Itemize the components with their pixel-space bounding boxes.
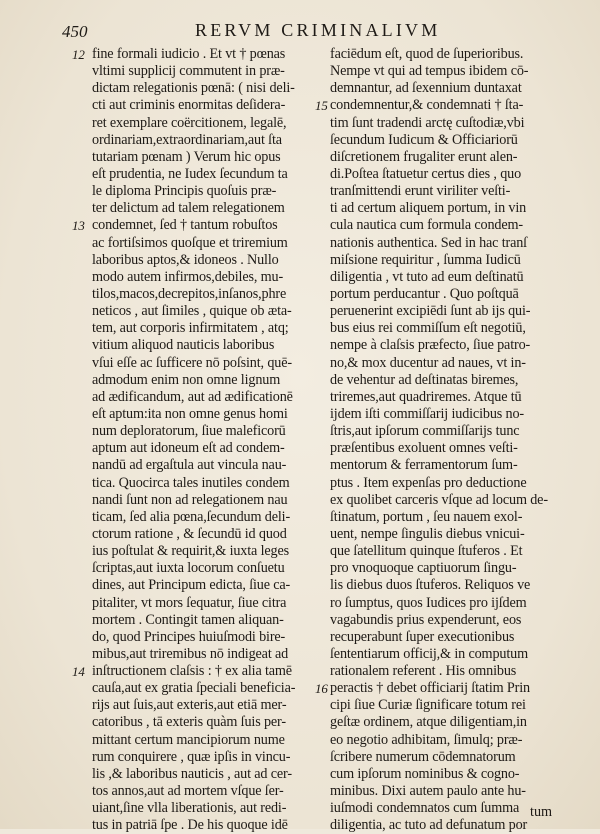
line-text: modo autem infirmos,debiles, mu- [92,268,284,285]
text-line [330,543,562,560]
line-text: triremes,aut quadriremes. Atque tū [330,388,522,405]
line-text: miſsione requiritur , ſumma Iudicū [330,251,521,268]
margin-number: 14 [72,664,85,680]
line-text: vagabundis prius expenderunt, eos [330,611,522,628]
line-text: inſtructionem claſsis : † ex alia tamē [92,663,292,680]
text-line [92,457,310,474]
text-line [330,252,562,269]
line-text: cauſa,aut ex gratia ſpeciali beneficia- [92,680,296,697]
text-line [92,80,310,97]
text-line [330,183,562,200]
text-line [330,612,562,629]
text-line [92,406,310,423]
line-text: præſentibus exoluent omnes veſti- [330,440,518,457]
line-text: vltimi supplicij commutent in præ- [92,63,285,80]
line-text: ſententiarum officij,& in computum [330,645,528,662]
text-line [92,509,310,526]
text-line [330,783,562,800]
line-text: lis ,& laboribus nauticis , aut ad cer- [92,765,292,782]
text-line [330,149,562,166]
text-line [330,526,562,543]
margin-number: 13 [72,218,85,234]
line-text: nandi ſunt non ad relegationem nau [92,491,288,508]
line-text: uent, nempe ſingulis diebus vnicui- [330,525,525,542]
line-text: demnantur, ad ſexennium duntaxat [330,80,522,97]
text-line [92,543,310,560]
line-text: eo negotio adhibitam, ſimulq; præ- [330,731,523,748]
line-text: peractis † debet officiarij ſtatim Prin [330,680,530,697]
left-column [72,46,310,834]
line-text: uiant,ſine vlla liberationis, aut redi- [92,800,287,817]
text-line [92,423,310,440]
line-text: iuſmodi condemnatos cum ſumma [330,800,520,817]
text-line [92,286,310,303]
line-text: ac fortiſsimos quoſque et triremium [92,234,288,251]
line-text: ter delictum ad talem relegationem [92,200,285,217]
line-text: mentorum & ferramentorum ſum- [330,457,518,474]
line-text: ptus . Item expenſas pro deductione [330,474,527,491]
text-line [330,440,562,457]
page-number: 450 [62,22,88,41]
text-line [330,269,562,286]
line-text: dines, aut Principum edicta, ſiue ca- [92,577,291,594]
line-text: que ſatellitum quinque ſtuferos . Et [330,543,523,560]
text-line [92,766,310,783]
text-line [92,303,310,320]
text-line [330,697,562,714]
text-line [330,166,562,183]
line-text: aptum aut idoneum eſt ad condem- [92,440,285,457]
text-line [92,252,310,269]
text-line [92,817,310,834]
line-text: neticos , aut ſimiles , quique ob æta- [92,303,292,320]
line-text: tem, aut corporis infirmitatem , atq; [92,320,289,337]
text-line [92,800,310,817]
line-text: admodum enim non omne lignum [92,371,281,388]
text-line [72,217,310,234]
line-text: de vehentur ad deſtinatas biremes, [330,371,519,388]
line-text: cti aut criminis enormitas deſidera- [92,97,286,114]
line-text: mibus,aut triremibus nō indigeat ad [92,645,289,662]
line-text: tutariam pœnam ) Verum hic opus [92,148,281,165]
text-line [92,783,310,800]
line-text: pitaliter, vt mors ſequatur, ſiue citra [92,594,287,611]
line-text: tus in patriā ſpe . De his quoque idē [92,817,288,834]
text-line [330,595,562,612]
line-text: ordinariam,extraordinariam,aut ſta [92,131,282,148]
text-line [330,217,562,234]
text-line [92,132,310,149]
text-line [330,509,562,526]
line-text: ius poſtulat & requirit,& iuxta leges [92,543,289,560]
text-line [330,355,562,372]
text-line [92,97,310,114]
text-line [330,372,562,389]
text-line [92,149,310,166]
line-text: cula nautica cum formula condem- [330,217,523,234]
line-text: ſcriptas,aut iuxta locorum conſuetu [92,560,285,577]
text-line [330,132,562,149]
text-line [72,663,310,680]
text-line [92,355,310,372]
line-text: mittant certum mancipiorum nume [92,731,285,748]
text-line [92,475,310,492]
line-text: catoribus , tā exteris quàm ſuis per- [92,714,286,731]
line-text: fine formali iudicio . Et vt † pœnas [92,46,286,62]
line-text: minibus. Dixi autem paulo ante hu- [330,783,526,800]
line-text: pro vnoquoque captiuorum ſingu- [330,560,517,577]
text-line [330,646,562,663]
text-line [330,629,562,646]
line-text: vitium aliquod nauticis laboribus [92,337,275,354]
text-line [92,749,310,766]
line-text: tranſmittendi erunt viriliter veſti- [330,183,511,200]
line-text: ſecundum Iudicum & Officiariorū [330,131,518,148]
text-line [330,320,562,337]
line-text: condemnentur,& condemnati † ſta- [330,97,524,114]
text-line [330,492,562,509]
line-text: diligentia, ac tuto ad defunatum por [330,817,528,834]
line-text: num deploratorum, ſiue maleficorū [92,423,286,440]
text-line [330,749,562,766]
line-text: diſcretionem frugaliter erunt alen- [330,148,518,165]
line-text: rationalem referent . His omnibus [330,663,517,680]
margin-number: 15 [315,98,328,114]
line-text: tim ſunt tradendi arctę cuſtodiæ,vbi [330,114,525,131]
text-line [330,80,562,97]
line-text: do, quod Principes huiuſmodi bire- [92,628,286,645]
line-text: peruenerint excipiēdi ſunt ab ijs qui- [330,303,531,320]
text-line [92,629,310,646]
line-text: Nempe vt qui ad tempus ibidem cō- [330,63,529,80]
text-line [92,526,310,543]
line-text: faciēdum eſt, quod de ſuperioribus. [330,46,524,62]
text-line [330,200,562,217]
line-text: diligentia , vt tuto ad eum deſtinatū [330,268,524,285]
text-line [92,440,310,457]
page-header [0,18,600,44]
line-text: cum ipſorum nominibus & cogno- [330,765,520,782]
text-line [92,183,310,200]
text-line [92,63,310,80]
line-text: eſt aptum:ita non omne genus homi [92,405,288,422]
line-text: portum perducantur . Quo poſtquā [330,285,519,302]
margin-number: 16 [315,681,328,697]
text-line [330,286,562,303]
text-line [330,235,562,252]
line-text: mortem . Contingit tamen aliquan- [92,611,284,628]
text-line [330,46,562,63]
line-text: nempe à claſsis præfecto, ſiue patro- [330,337,531,354]
text-line [92,200,310,217]
line-text: no,& mox ducentur ad naues, vt in- [330,354,526,371]
text-line [330,406,562,423]
text-line [330,732,562,749]
line-text: ret exemplare coërcitionem, legalē, [92,114,287,131]
line-text: tos annos,aut ad mortem vſque ſer- [92,783,284,800]
line-text: rijs aut ſuis,aut exteris,aut etiā mer- [92,697,287,714]
text-line [330,663,562,680]
text-line [92,115,310,132]
line-text: tica. Quocirca tales inutiles condem [92,474,290,491]
line-text: ſcribere numerum cōdemnatorum [330,748,516,765]
catchword: tum [530,804,553,820]
line-text: eſt prudentia, ne Iudex ſecundum ta [92,165,288,182]
text-line [330,63,562,80]
text-line [92,320,310,337]
text-line [92,714,310,731]
text-line [330,475,562,492]
line-text: geſtæ ordinem, atque diligentiam,in [330,714,527,731]
line-text: nandū ad ergaſtula aut vincula nau- [92,457,287,474]
text-line [92,680,310,697]
line-text: rum conquirere , quæ ipſis in vincu- [92,748,291,765]
text-line [92,595,310,612]
text-line [330,577,562,594]
text-line [330,714,562,731]
text-line [92,337,310,354]
text-line [330,303,562,320]
line-text: nationis authentica. Sed in hac tranſ [330,234,527,251]
text-line [315,97,562,114]
text-line [92,612,310,629]
line-text: condemnet, ſed † tantum robuſtos [92,217,278,234]
line-text: le diploma Principis quoſuis præ- [92,183,277,200]
line-text: ijdem iſti commiſſarij iudicibus no- [330,405,524,422]
text-line [92,577,310,594]
line-text: ad ædificandum, aut ad ædificationē [92,388,293,405]
text-line [330,800,562,817]
text-line [330,766,562,783]
line-text: tilos,macos,decrepitos,inſanos,phre [92,285,287,302]
text-line [92,492,310,509]
line-text: lis diebus duos ſtuferos. Reliquos ve [330,577,531,594]
line-text: ro ſumptus, quos Iudices pro ijſdem [330,594,527,611]
text-line [72,46,310,63]
running-head: RERVM CRIMINALIVM [195,20,441,40]
line-text: ctorum ratione , & ſecundū id quod [92,525,287,542]
right-column [315,46,562,834]
line-text: ſtinatum, portum , ſeu nauem exol- [330,508,523,525]
line-text: ex quolibet carceris vſque ad locum de- [330,491,548,508]
text-line [330,560,562,577]
line-text: vſui eſſe ac ſufficere nō poſsint, quē- [92,354,292,371]
text-line [92,166,310,183]
line-text: recuperabunt ſuper executionibus [330,628,515,645]
line-text: cipi ſiue Curiæ ſignificare totum rei [330,697,526,714]
text-line [330,389,562,406]
text-line [330,817,562,834]
text-line [330,423,562,440]
margin-number: 12 [72,47,85,62]
text-line [92,697,310,714]
text-line [330,457,562,474]
text-line [92,732,310,749]
text-line [92,560,310,577]
text-line [330,115,562,132]
line-text: ticam, ſed alia pœna,ſecundum deli- [92,508,291,525]
line-text: bus eius rei commiſſum eſt negotiū, [330,320,526,337]
text-line [92,269,310,286]
line-text: dictam relegationis pœnā: ( nisi deli- [92,80,295,97]
line-text: ti ad certum aliquem portum, in vin [330,200,527,217]
text-line [92,646,310,663]
text-line [92,235,310,252]
line-text: ſtris,aut ipſorum commiſſarijs tunc [330,423,520,440]
line-text: di.Poſtea ſtatuetur certus dies , quo [330,165,522,182]
text-line [315,680,562,697]
line-text: laboribus aptos,& idoneos . Nullo [92,251,279,268]
text-line [92,372,310,389]
text-line [92,389,310,406]
text-line [330,337,562,354]
